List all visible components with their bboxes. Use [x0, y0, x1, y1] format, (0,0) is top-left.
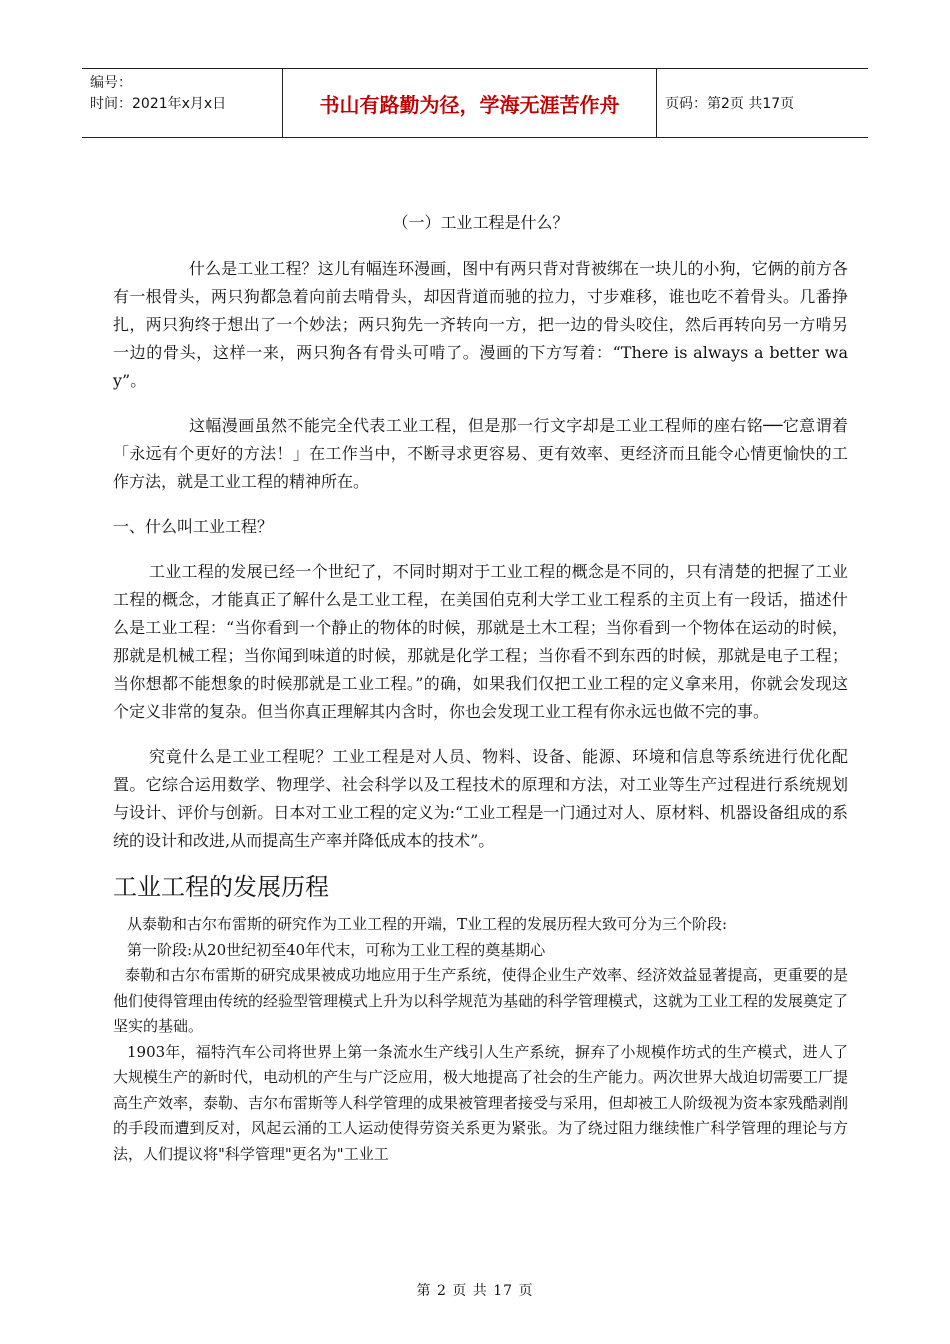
- paragraph-motto: 这幅漫画虽然不能完全代表工业工程，但是那一行文字却是工业工程师的座右铭──它意谓着「永远有个更好的方法！」在工作当中，不断寻求更容易、更有效率、更经济而且能令心情更愉快的工作方法，就是工业工程的精神所在。: [113, 416, 848, 491]
- history-stage-one: 第一阶段:从20世纪初至40年代末，可称为工业工程的奠基期心: [127, 940, 546, 959]
- document-time-label: 时间：2021年x月x日: [90, 96, 227, 112]
- document-number-label: 编号：: [90, 75, 132, 91]
- heading-history: 工业工程的发展历程: [113, 873, 329, 901]
- history-ford: 1903年，福特汽车公司将世界上第一条流水生产线引人生产系统，摒弃了小规模作坊式的生产模式，进人了大规模生产的新时代，电动机的产生与广泛应用，极大地提高了社会的生产能力。两次世界大战迫切需要工厂提高生产效率，泰勒、吉尔布雷斯等人科学管理的成果被管理者接受与采用，但却被工人阶级视为资本家残酷剥削的手段而遭到反对，风起云涌的工人运动使得劳资关系更为紧张。为了绕过阻力继续惟广科学管理的理论与方法，人们提议将"科学管理"更名为"工业工: [113, 1042, 849, 1163]
- history-taylor: 泰勒和古尔布雷斯的研究成果被成功地应用于生产系统，使得企业生产效率、经济效益显著提高，更重要的是他们使得管理由传统的经验型管理模式上升为以科学规范为基础的科学管理模式，这就为工业工程的发展奠定了坚实的基础。: [113, 966, 849, 1035]
- paragraph-definition: 究竟什么是工业工程呢？工业工程是对人员、物料、设备、能源、环境和信息等系统进行优化配置。它综合运用数学、物理学、社会科学以及工程技术的原理和方法，对工业等生产过程进行系统规划与设计、评价与创新。日本对工业工程的定义为:“工业工程是一门通过对人、原材料、机器设备组成的系统的设计和改进,从而提高生产率并降低成本的技术”。: [113, 747, 848, 850]
- paragraph-comic: 什么是工业工程？这儿有幅连环漫画，图中有两只背对背被绑在一块儿的小狗，它俩的前方各有一根骨头，两只狗都急着向前去啃骨头，却因背道而驰的拉力，寸步难移，谁也吃不着骨头。几番挣扎，两只狗终于想出了一个妙法；两只狗先一齐转向一方，把一边的骨头咬住，然后再转向另一方啃另一边的骨头，这样一来，两只狗各有骨头可啃了。漫画的下方写着：“There is always a better way”。: [113, 259, 848, 390]
- section-title: （一）工业工程是什么？: [392, 213, 569, 232]
- page-header: [82, 68, 868, 138]
- paragraph-berkeley: 工业工程的发展已经一个世纪了，不同时期对于工业工程的概念是不同的，只有清楚的把握了工业工程的概念，才能真正了解什么是工业工程，在美国伯克利大学工业工程系的主页上有一段话，描述什么是工业工程：“当你看到一个静止的物体的时候，那就是土木工程；当你看到一个物体在运动的时候，那就是机械工程；当你闻到味道的时候，那就是化学工程；当你看不到东西的时候，那就是电子工程；当你想都不能想象的时候那就是工业工程。”的确，如果我们仅把工业工程的定义拿来用，你就会发现这个定义非常的复杂。但当你真正理解其内含时，你也会发现工业工程有你永远也做不完的事。: [113, 562, 848, 721]
- header-page-info: 页码：第2页 共17页: [665, 96, 795, 112]
- page-footer: 第 2 页 共 17 页: [416, 1283, 534, 1299]
- history-intro: 从泰勒和古尔布雷斯的研究作为工业工程的开端，T业工程的发展历程大致可分为三个阶段:: [127, 915, 728, 933]
- header-meta: [82, 69, 283, 137]
- document-body: [113, 210, 848, 1167]
- subheading-what-is-ie: 一、什么叫工业工程？: [113, 517, 274, 536]
- header-motto: 书山有路勤为径，学海无涯苦作舟: [283, 69, 657, 137]
